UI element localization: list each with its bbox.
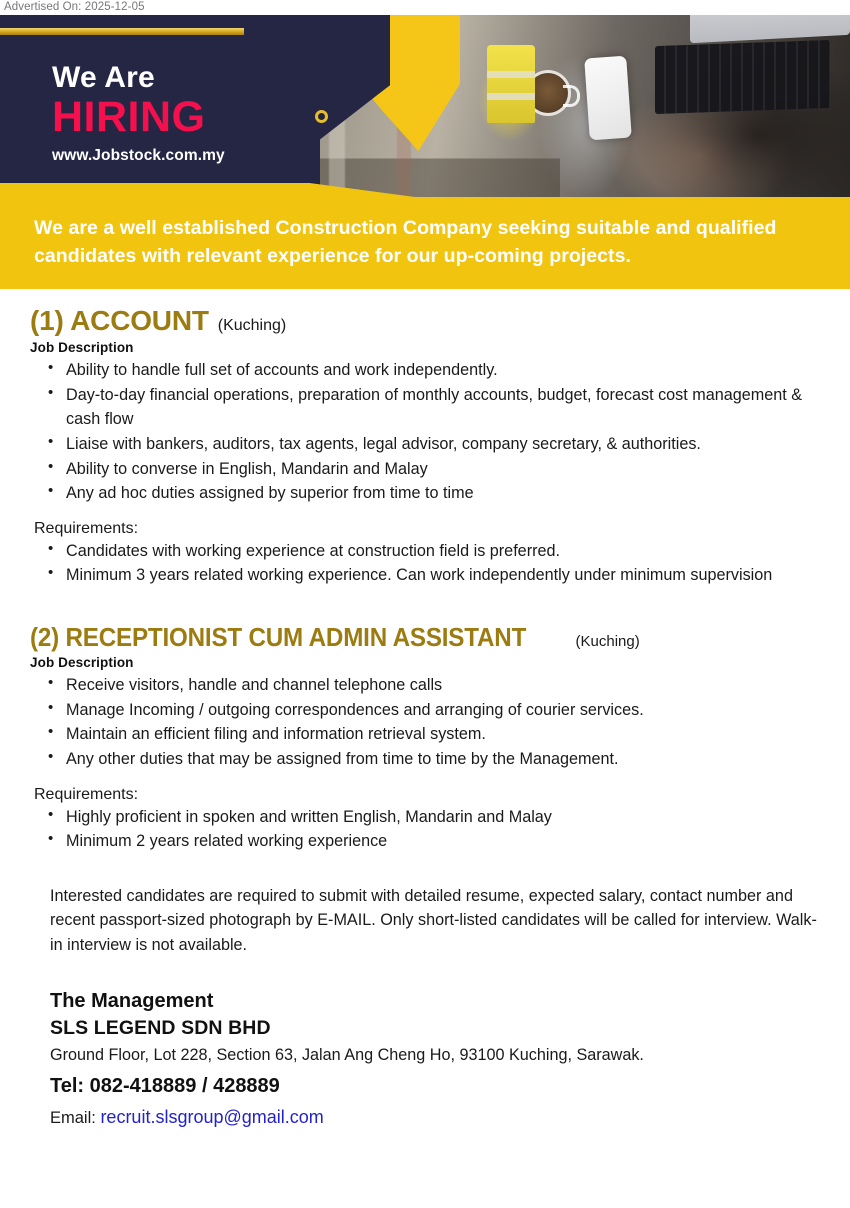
- closing-paragraph: Interested candidates are required to submit with detailed resume, expected salary, contact number and recent passport-sized photograph by E-MAIL. Only short-listed candidates will be called for interview. Walk-in interview is not available.: [50, 886, 817, 954]
- contact-block: [50, 988, 826, 1130]
- laptop-keyboard-photo: [655, 40, 830, 114]
- spacer: [30, 506, 826, 520]
- list-item: • Day-to-day financial operations, preparation of monthly accounts, budget, forecast cost management & cash flow: [64, 383, 826, 432]
- job-1-description-list: [30, 358, 826, 506]
- list-item: • Minimum 2 years related working experience: [64, 829, 826, 854]
- hero-banner: [0, 15, 850, 197]
- advertised-on-bar: [0, 0, 850, 15]
- email-label: Email:: [50, 1109, 96, 1128]
- hero-website-url: www.Jobstock.com.my: [52, 147, 225, 165]
- hero-line-we-are: We Are: [52, 61, 155, 94]
- spacer: [30, 958, 826, 988]
- banner-gold-rule: [0, 28, 244, 35]
- list-item: • Any ad hoc duties assigned by superior from time to time: [64, 481, 826, 506]
- spacer: [30, 588, 826, 624]
- list-item: • Any other duties that may be assigned from time to time by the Management.: [64, 747, 826, 772]
- list-item: • Ability to handle full set of accounts and work independently.: [64, 358, 826, 383]
- job-section-2: [30, 624, 826, 854]
- list-item: • Candidates with working experience at construction field is preferred.: [64, 539, 826, 564]
- list-item: • Ability to converse in English, Mandarin and Malay: [64, 457, 826, 482]
- job-section-1: [30, 307, 826, 588]
- job-2-title: (2) RECEPTIONIST CUM ADMIN ASSISTANT: [30, 622, 527, 652]
- job-2-title-row: [30, 624, 826, 650]
- job-2-requirements-label: Requirements:: [34, 785, 139, 803]
- contact-email-row: [50, 1106, 826, 1129]
- list-item: • Minimum 3 years related working experience. Can work independently under minimum supervision: [64, 563, 826, 588]
- job-1-requirements-label: Requirements:: [34, 519, 139, 537]
- list-item: • Manage Incoming / outgoing correspondences and arranging of courier services.: [64, 698, 826, 723]
- job-2-description-list: [30, 673, 826, 772]
- job-1-title-row: [30, 307, 826, 335]
- contact-address: Ground Floor, Lot 228, Section 63, Jalan Ang Cheng Ho, 93100 Kuching, Sarawak.: [50, 1045, 644, 1064]
- gold-ring-icon: [315, 110, 328, 123]
- hero-line-hiring: HIRING: [52, 93, 206, 141]
- job-2-requirements-list: [30, 805, 826, 854]
- intro-paragraph: We are a well established Construction Company seeking suitable and qualified candidates with relevant experience for our up-coming projects.: [34, 217, 777, 268]
- spacer: [30, 772, 826, 786]
- job-2-description-label: Job Description: [30, 655, 134, 670]
- job-1-location: (Kuching): [217, 317, 287, 334]
- list-item: • Maintain an efficient filing and information retrieval system.: [64, 722, 826, 747]
- spacer: [30, 854, 826, 884]
- job-2-location: (Kuching): [575, 633, 640, 650]
- advertised-on-label: Advertised On: 2025-12-05: [4, 0, 145, 13]
- intro-band: [0, 197, 850, 289]
- list-item: • Receive visitors, handle and channel telephone calls: [64, 673, 826, 698]
- list-item: • Highly proficient in spoken and written English, Mandarin and Malay: [64, 805, 826, 830]
- contact-company-name: SLS LEGEND SDN BHD: [50, 1016, 271, 1039]
- hero-text-group: [52, 63, 225, 165]
- job-listing-body: [0, 289, 850, 1130]
- contact-management-label: The Management: [50, 989, 214, 1012]
- job-1-requirements-list: [30, 539, 826, 588]
- safety-vest-worker-photo: [487, 45, 535, 123]
- smartphone-photo: [584, 56, 632, 141]
- job-1-description-label: Job Description: [30, 340, 134, 355]
- list-item: • Liaise with bankers, auditors, tax agents, legal advisor, company secretary, & authorities.: [64, 432, 826, 457]
- email-link[interactable]: recruit.slsgroup@gmail.com: [100, 1107, 324, 1128]
- job-1-title: (1) ACCOUNT: [30, 305, 209, 336]
- contact-telephone: Tel: 082-418889 / 428889: [50, 1075, 280, 1098]
